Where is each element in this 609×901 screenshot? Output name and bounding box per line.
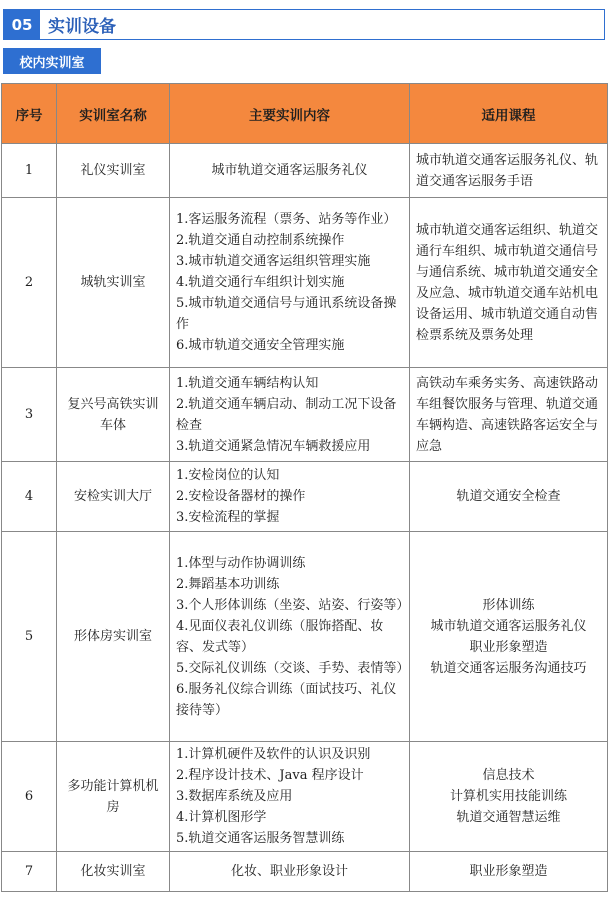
content-line: 2.轨道交通车辆启动、制动工况下设备检查 <box>176 396 397 433</box>
row-content <box>170 532 410 742</box>
table-row <box>2 198 608 368</box>
course-line: 职业形象塑造 <box>469 864 548 879</box>
course-line: 职业形象塑造 <box>469 639 548 655</box>
row-courses <box>410 462 608 532</box>
content-line: 2.轨道交通自动控制系统操作 <box>176 233 345 248</box>
row-no: 4 <box>2 462 57 532</box>
content-line: 6.服务礼仪综合训练（面试技巧、礼仪接待等） <box>176 681 397 718</box>
course-line: 轨道交通安全检查 <box>456 489 561 504</box>
row-no: 3 <box>2 368 57 462</box>
row-content <box>170 144 410 198</box>
table-row <box>2 368 608 462</box>
header-courses: 适用课程 <box>410 84 608 144</box>
table-header-row <box>2 84 608 144</box>
row-courses: 高铁动车乘务实务、高速铁路动车组餐饮服务与管理、轨道交通车辆构造、高速铁路客运安全与应急 <box>410 368 608 462</box>
content-line: 城市轨道交通客运服务礼仪 <box>211 163 368 178</box>
content-line: 4.见面仪表礼仪训练（服饰搭配、妆容、发式等） <box>176 618 384 655</box>
row-room-name: 复兴号高铁实训车体 <box>57 368 170 462</box>
row-room-name: 形体房实训室 <box>57 532 170 742</box>
row-room-name: 多功能计算机机房 <box>57 742 170 852</box>
content-line: 1.轨道交通车辆结构认知 <box>176 375 319 391</box>
header-no: 序号 <box>2 84 57 144</box>
course-line: 信息技术 <box>482 768 535 783</box>
content-line: 5.交际礼仪训练（交谈、手势、表情等） <box>176 660 410 676</box>
row-no: 6 <box>2 742 57 852</box>
header-content: 主要实训内容 <box>170 84 410 144</box>
row-content <box>170 742 410 852</box>
content-line: 化妆、职业形象设计 <box>230 864 348 879</box>
row-no: 2 <box>2 198 57 368</box>
content-line: 6.城市轨道交通安全管理实施 <box>176 338 345 353</box>
row-content <box>170 368 410 462</box>
subsection-tag: 校内实训室 <box>3 48 101 74</box>
content-line: 2.舞蹈基本功训练 <box>176 576 280 592</box>
content-line: 5.轨道交通客运服务智慧训练 <box>176 831 345 846</box>
content-line: 3.轨道交通紧急情况车辆救援应用 <box>176 438 371 454</box>
row-room-name: 城轨实训室 <box>57 198 170 368</box>
content-line: 3.安检流程的掌握 <box>176 510 280 525</box>
row-courses <box>410 742 608 852</box>
content-line: 1.计算机硬件及软件的认识及识别 <box>176 747 371 762</box>
row-content <box>170 852 410 892</box>
content-line: 1.客运服务流程（票务、站务等作业） <box>176 212 397 227</box>
row-no: 7 <box>2 852 57 892</box>
row-room-name: 化妆实训室 <box>57 852 170 892</box>
row-courses: 城市轨道交通客运组织、轨道交通行车组织、城市轨道交通信号与通信系统、城市轨道交通安全及应急、城市轨道交通车站机电设备运用、城市轨道交通自动售检票系统及票务处理 <box>410 198 608 368</box>
table-row <box>2 144 608 198</box>
table-row <box>2 462 608 532</box>
row-courses: 城市轨道交通客运服务礼仪、轨道交通客运服务手语 <box>410 144 608 198</box>
row-content <box>170 198 410 368</box>
section-header <box>3 9 605 40</box>
table-row <box>2 852 608 892</box>
table-row <box>2 532 608 742</box>
content-line: 5.城市轨道交通信号与通讯系统设备操作 <box>176 296 397 332</box>
content-line: 2.程序设计技术、Java 程序设计 <box>176 768 364 783</box>
row-no: 1 <box>2 144 57 198</box>
content-line: 2.安检设备器材的操作 <box>176 489 306 504</box>
content-line: 4.计算机图形学 <box>176 810 267 825</box>
content-line: 1.体型与动作协调训练 <box>176 555 306 571</box>
table-row <box>2 742 608 852</box>
equipment-table <box>1 83 608 892</box>
course-line: 轨道交通智慧运维 <box>456 810 561 825</box>
course-line: 形体训练 <box>482 597 535 613</box>
header-room-name: 实训室名称 <box>57 84 170 144</box>
course-line: 城市轨道交通客运服务礼仪 <box>430 618 587 634</box>
row-no: 5 <box>2 532 57 742</box>
row-room-name: 礼仪实训室 <box>57 144 170 198</box>
section-number: 05 <box>4 10 40 39</box>
row-room-name: 安检实训大厅 <box>57 462 170 532</box>
content-line: 1.安检岗位的认知 <box>176 468 280 483</box>
content-line: 3.数据库系统及应用 <box>176 789 293 804</box>
row-content <box>170 462 410 532</box>
content-line: 3.个人形体训练（坐姿、站姿、行姿等） <box>176 597 410 613</box>
course-line: 计算机实用技能训练 <box>449 789 567 804</box>
row-courses <box>410 852 608 892</box>
content-line: 3.城市轨道交通客运组织管理实施 <box>176 254 371 269</box>
section-title: 实训设备 <box>48 17 116 37</box>
content-line: 4.轨道交通行车组织计划实施 <box>176 275 345 290</box>
course-line: 轨道交通客运服务沟通技巧 <box>430 660 587 676</box>
row-courses <box>410 532 608 742</box>
